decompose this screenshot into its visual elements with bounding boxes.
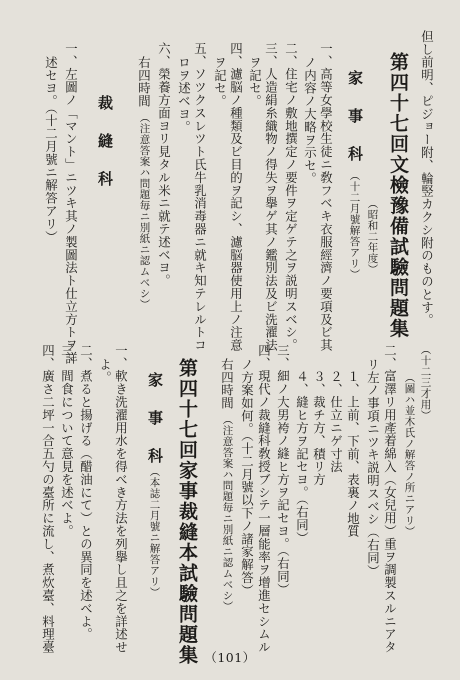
sewing-question-1-line-1: 一、左圖ノ「マント」ニツキ其ノ製圖法ト仕立方トヲ詳 [63, 42, 79, 365]
section-heading-sewing: 裁 縫 科 [96, 95, 114, 190]
page-number: （101） [204, 650, 256, 665]
question-3-line-1: 三、人造絹糸織物ノ得失ヲ擧ゲ其ノ鑑別法及ビ洗濯法 [263, 42, 279, 352]
question-2: 二、住宅ノ敷地撰定ノ要件ヲ定ゲテ之ヲ説明スベシ。 [283, 42, 299, 352]
intro-note: 但し前明、ピジョー附、輪竪カクシ附のものとす。 [419, 30, 435, 327]
question-3-line-2: ヲ記セ。 [247, 56, 263, 108]
question-4-line-2: ノ方案如何。（十二月號以下ノ諸家解答） [239, 358, 255, 597]
time-limit: 右四時間 [136, 56, 152, 108]
answer-note: （本誌二月號ニ解答アリ） [148, 466, 161, 598]
list-item: ４、縫ヒ方ヲ記セヨ。（右同） [294, 370, 310, 545]
question-3: 三、間食について意見を述べよ。 [59, 344, 75, 538]
list-item: ３、裁チ方、積リ方 [311, 370, 327, 487]
exam-title-main: 第四十七回家事裁縫本試驗問題集 [176, 358, 198, 666]
question-1-line-2: ノ内容ノ大略ヲ示セ。 [302, 56, 318, 185]
answer-note: （十二月號解答アリ） [348, 170, 361, 280]
question-4-line-2: ヲ記セ。 [212, 56, 228, 108]
question-4: 四、廣さ二坪一合五勺の臺所に流し、煮炊臺、料理臺 [40, 344, 56, 654]
question-4-line-1: 四、現代ノ裁縫科敎授ブシテ一層能率ヲ增進セシムル [256, 344, 272, 654]
answer-instruction: （注意答案ハ問題毎ニ別紙ニ認ムベシ） [138, 112, 151, 310]
time-limit: 右四時間 [219, 358, 235, 410]
list-item: ２、仕立ニゲ寸法 [328, 370, 344, 474]
sewing-question-1-line-2: 述セヨ。（十二月號ニ解答アリ） [43, 56, 59, 244]
question-4-line-1: 四、濾脳ノ種類及ビ目的ヲ記シ、濾脳器使用上ノ注意 [228, 42, 244, 352]
list-item: １、上前、下前、表裏ノ地質 [345, 370, 361, 538]
section-heading-home-economics: 家 事 科 [346, 70, 364, 165]
question-1-line-2: よ。 [97, 358, 113, 384]
question-2-line-1: 二、富澤リ用產着綿入（女兒用）重ヲ調製スルニアタ [382, 344, 398, 654]
answer-instruction: （注意答案ハ問題毎ニ別紙ニ認ムベシ） [221, 414, 234, 612]
question-2: 二、煮ると揚げる（醋油にて）との異同を述べよ。 [78, 344, 94, 641]
question-5-line-1: 五、ソツクスレツト氏牛乳消毒器ニ就キ知テレルトコ [192, 42, 208, 352]
question-1-line-1: 一、軟き洗濯用水を得べき方法を列擧し且之を詳述せ [113, 344, 129, 654]
question-1-line-1: 一、高等女學校生徒ニ敎フベキ衣服經濟ノ要項及ビ其 [318, 42, 334, 352]
section-heading-home-economics: 家 事 科 [146, 372, 164, 467]
exam-date: （昭和二年度） [366, 198, 379, 275]
question-6: 六、榮養方面ヨリ見タル米ニ就テ述ベヨ。 [156, 42, 172, 288]
figure-note: （圖ハ並木氏ノ解答ノ所ニアリ） [403, 372, 416, 537]
question-3: 三、細ノ大男袴ノ縫ヒ方ヲ記セヨ。（右同） [275, 344, 291, 596]
question-5-line-2: ロヲ述ベヨ。 [176, 56, 192, 134]
exam-title-preliminary: 第四十七回文檢豫備試驗問題集 [387, 52, 409, 339]
question-2-line-2: リ左ノ事項ニツキ説明スベシ（右同） [365, 358, 381, 578]
age-label: （十二三才用） [419, 344, 432, 421]
